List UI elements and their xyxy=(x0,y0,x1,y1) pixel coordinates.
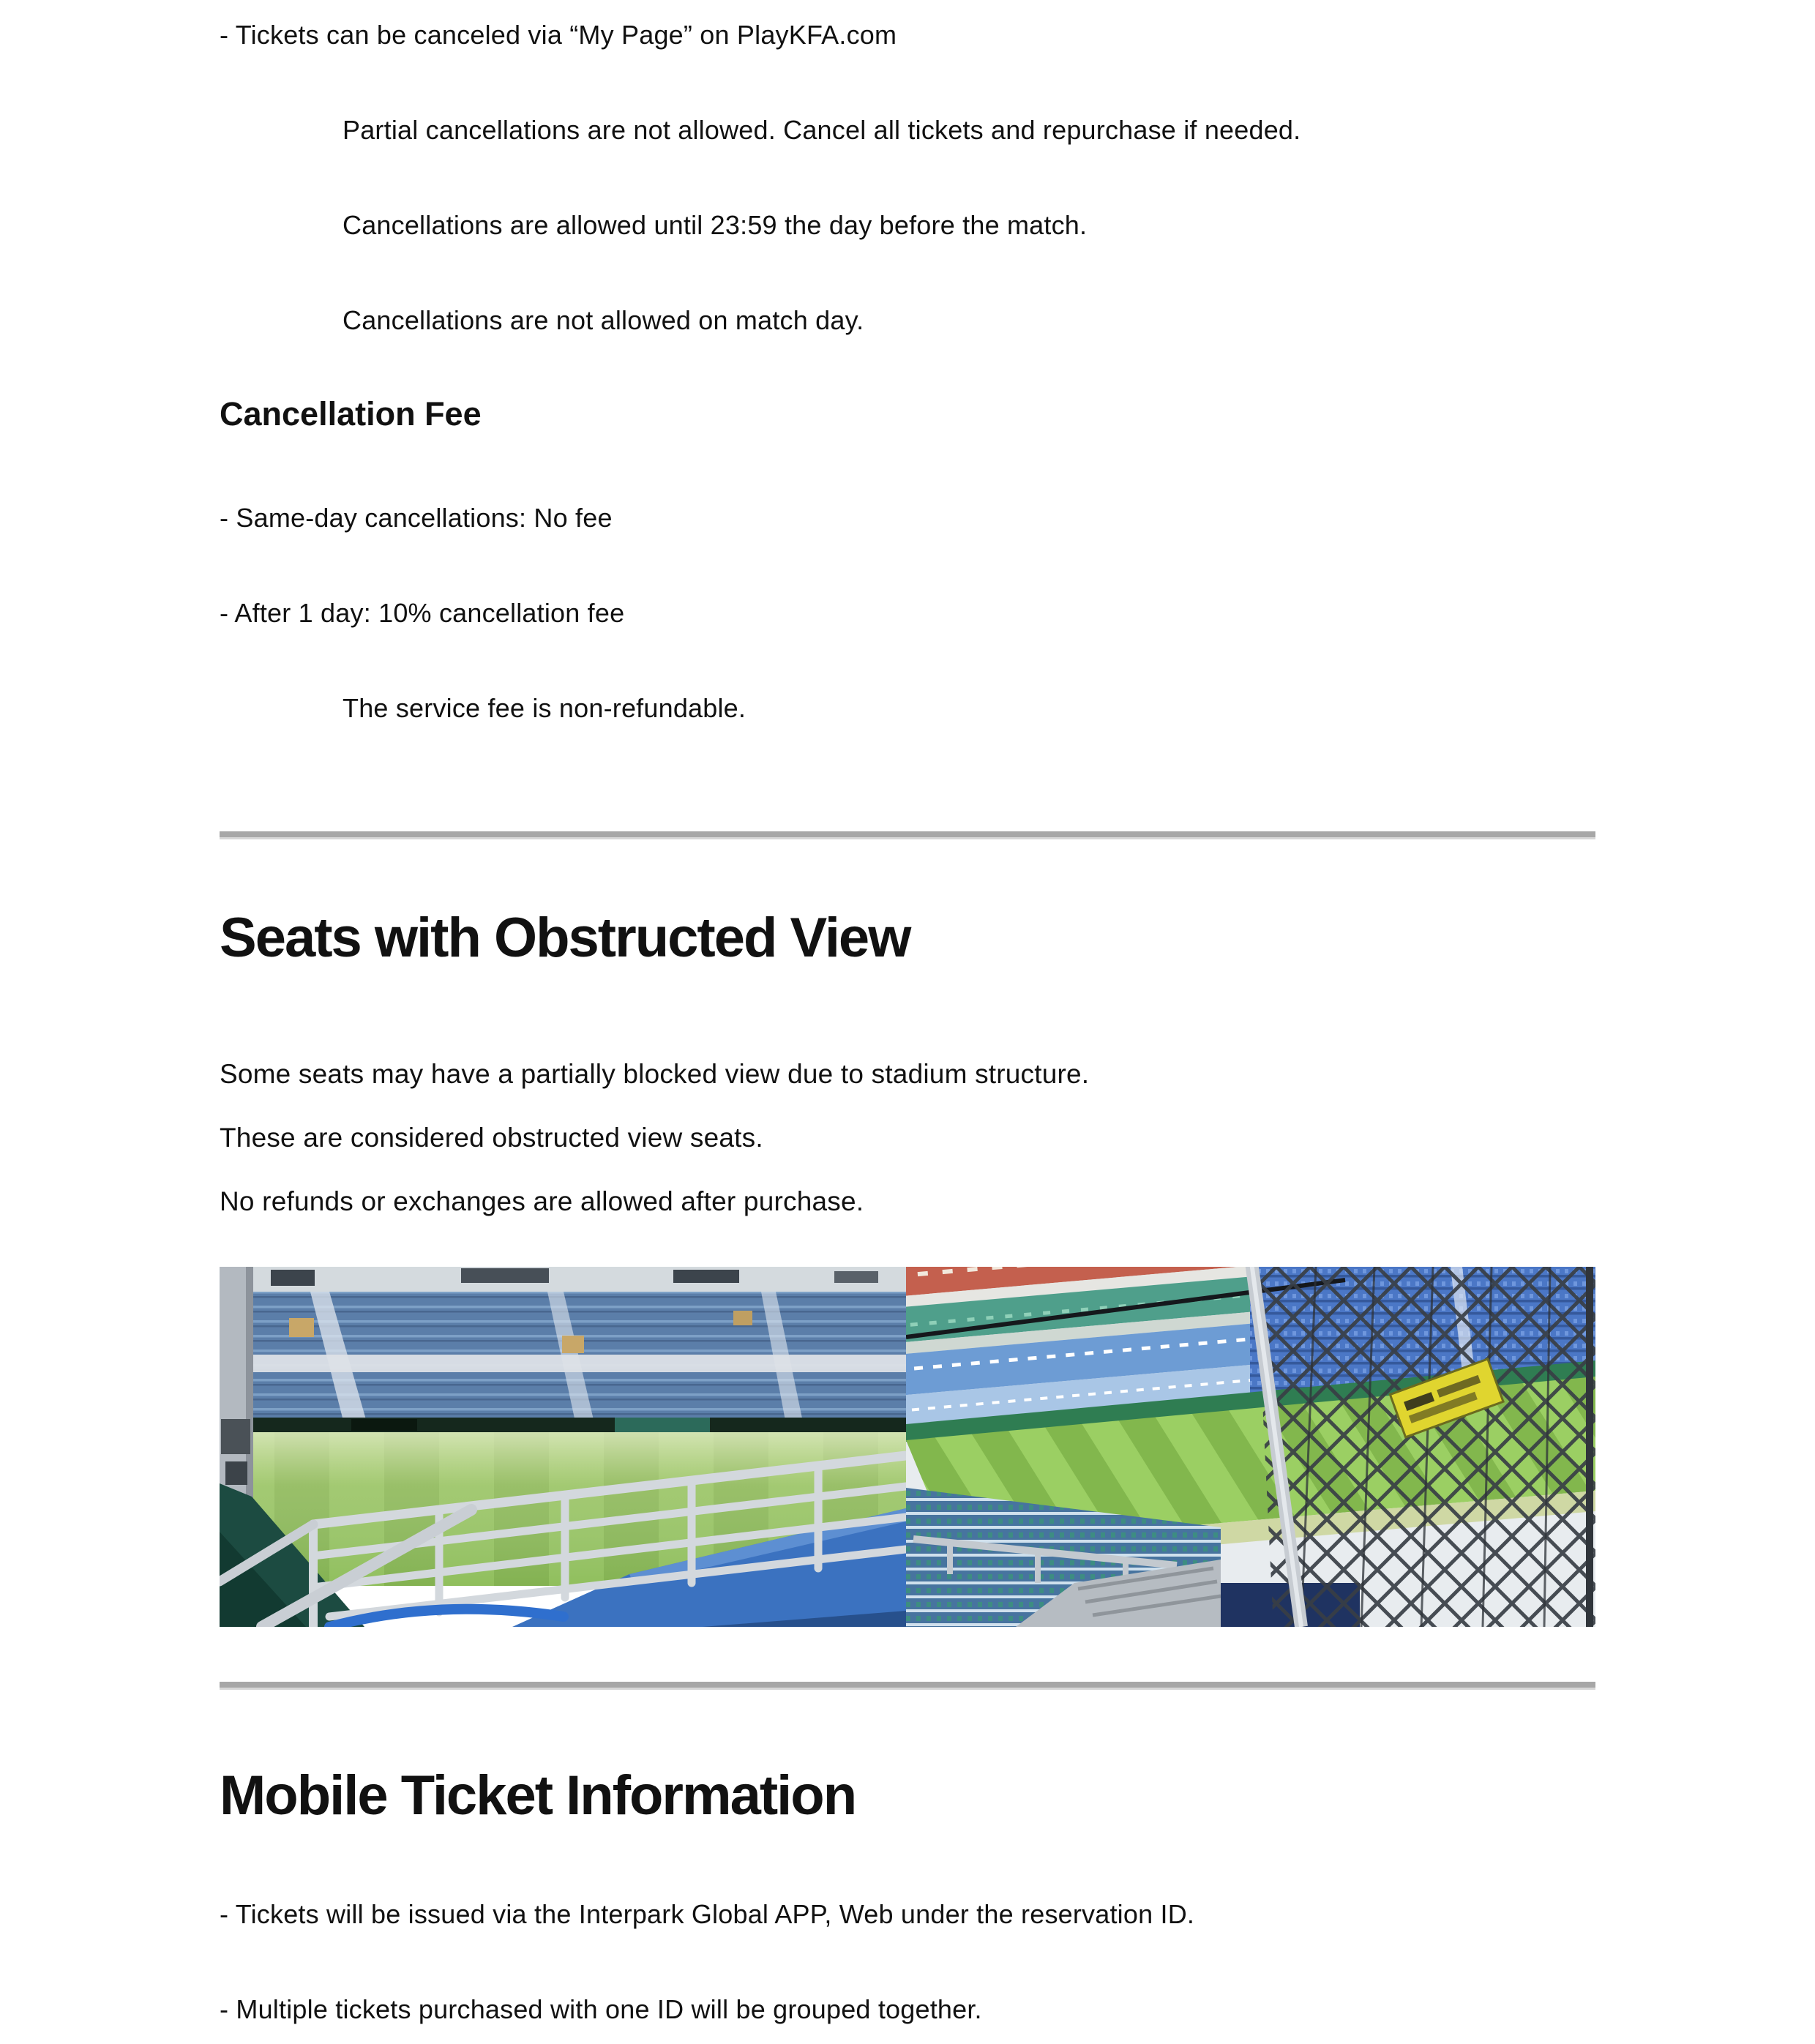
section-divider xyxy=(220,831,1595,839)
bullet-after-1-day-fee: - After 1 day: 10% cancellation fee xyxy=(220,598,625,628)
obstructed-view-paragraph xyxy=(220,1042,1089,1233)
obstructed-view-photo-right xyxy=(906,1267,1595,1627)
paragraph-line: Some seats may have a partially blocked view due to stadium structure. xyxy=(220,1059,1090,1089)
bullet-cancel-playkfa: - Tickets can be canceled via “My Page” on PlayKFA.com xyxy=(220,20,897,50)
obstructed-view-heading: Seats with Obstructed View xyxy=(220,907,910,969)
stadium-stands xyxy=(220,1267,906,1432)
bullet-ticket-grouping: - Multiple tickets purchased with one ID will be grouped together. xyxy=(220,1994,982,2024)
note-service-fee: The service fee is non-refundable. xyxy=(343,693,746,723)
note-cancellation-deadline: Cancellations are allowed until 23:59 the day before the match. xyxy=(343,210,1088,240)
cancellation-fee-heading: Cancellation Fee xyxy=(220,395,482,433)
obstructed-view-photos xyxy=(220,1267,1595,1627)
section-divider xyxy=(220,1682,1595,1690)
bullet-same-day-fee: - Same-day cancellations: No fee xyxy=(220,503,613,533)
obstructed-view-photo-left xyxy=(220,1267,906,1627)
mesh-fence xyxy=(1251,1267,1595,1627)
note-partial-cancellation: Partial cancellations are not allowed. Cancel all tickets and repurchase if needed. xyxy=(343,115,1301,145)
paragraph-line: No refunds or exchanges are allowed after purchase. xyxy=(220,1186,864,1216)
note-no-matchday-cancellation: Cancellations are not allowed on match day. xyxy=(343,305,864,335)
bullet-ticket-issue: - Tickets will be issued via the Interpark Global APP, Web under the reservation ID. xyxy=(220,1899,1195,1929)
paragraph-line: These are considered obstructed view seats. xyxy=(220,1123,763,1153)
mobile-ticket-heading: Mobile Ticket Information xyxy=(220,1764,856,1827)
